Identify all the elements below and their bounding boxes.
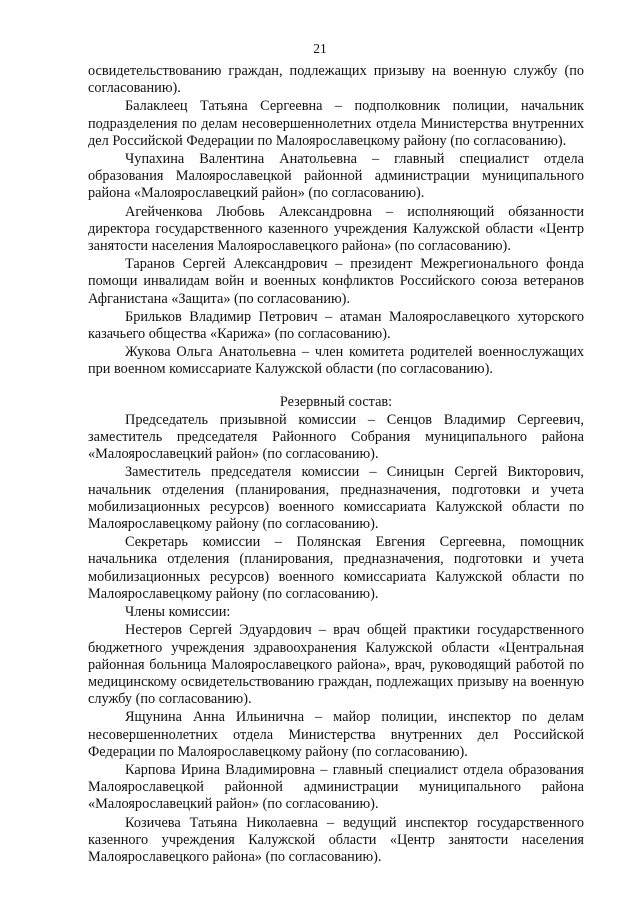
reserve-member-yashchunina: Ящунина Анна Ильинична – майор полиции, инспектор по делам несовершеннолетних отдела Министерства внутренних дел Российской Федерации по Малоярославецкому району (по согласованию). <box>88 709 584 760</box>
reserve-member-karpova: Карпова Ирина Владимировна – главный специалист отдела образования Малоярославецкой районной администрации муниципального района «Малоярославецкий район» (по согласованию). <box>88 761 584 813</box>
member-entry-zhukova: Жукова Ольга Анатольевна – член комитета родителей военнослужащих при военном комиссариате Калужской области (по согласованию). <box>88 344 584 378</box>
reserve-member-nesterov: Нестеров Сергей Эдуардович – врач общей практики государственного бюджетного учреждения здравоохранения Калужской области «Центральная районная больница Малоярославецкого района», врач, руководящий работой по медицинскому освидетельствованию граждан, подлежащих призыву на военную службу (по согласованию). <box>88 622 584 708</box>
member-entry-brilkov: Брильков Владимир Петрович – атаман Малоярославецкого хуторского казачьего общества «Карижа» (по согласованию). <box>88 308 584 343</box>
reserve-member-kozicheva: Козичева Татьяна Николаевна – ведущий инспектор государственного казенного учреждения Калужской области «Центр занятости населения Малоярославецкого района» (по согласованию). <box>88 814 584 865</box>
reserve-chairman: Председатель призывной комиссии – Сенцов Владимир Сергеевич, заместитель председателя Районного Собрания муниципального района «Малоярославецкий район» (по согласованию). <box>88 411 584 463</box>
reserve-secretary: Секретарь комиссии – Полянская Евгения Сергеевна, помощник начальника отделения (планирования, предназначения, подготовки и учета мобилизационных ресурсов) военного комиссариата Калужской области по Малоярославецкому району (по согласованию). <box>88 534 584 602</box>
reserve-deputy-chairman: Заместитель председателя комиссии – Синицын Сергей Викторович, начальник отделения (планирования, предназначения, подготовки и учета мобилизационных ресурсов) военного комиссариата Калужской области по Малоярославецкому району (по согласованию). <box>88 464 584 533</box>
paragraph-continuation: освидетельствованию граждан, подлежащих призыву на военную службу (по согласованию). <box>88 63 584 97</box>
member-entry-taranov: Таранов Сергей Александрович – президент Межрегионального фонда помощи инвалидам войн и военных конфликтов Российского союза ветеранов Афганистана «Защита» (по согласованию). <box>88 256 584 307</box>
member-entry-ageychenkova: Агейченкова Любовь Александровна – исполняющий обязанности директора государственного казенного учреждения Калужской области «Центр занятости населения Малоярославецкого района» (по согласованию). <box>88 203 584 255</box>
document-body <box>88 63 584 867</box>
reserve-heading: Резервный состав: <box>279 393 393 410</box>
member-entry-balakleets: Балаклеец Татьяна Сергеевна – подполковник полиции, начальник подразделения по делам несовершеннолетних отдела Министерства внутренних дел Российской Федерации по Малоярославецкому району (по согласованию). <box>88 98 584 149</box>
member-entry-chupakhina: Чупахина Валентина Анатольевна – главный специалист отдела образования Малоярославецкой районной администрации муниципального района «Малоярославецкий район» (по согласованию). <box>88 151 584 202</box>
page-number: 21 <box>313 41 327 56</box>
reserve-members-label: Члены комиссии: <box>125 604 231 621</box>
